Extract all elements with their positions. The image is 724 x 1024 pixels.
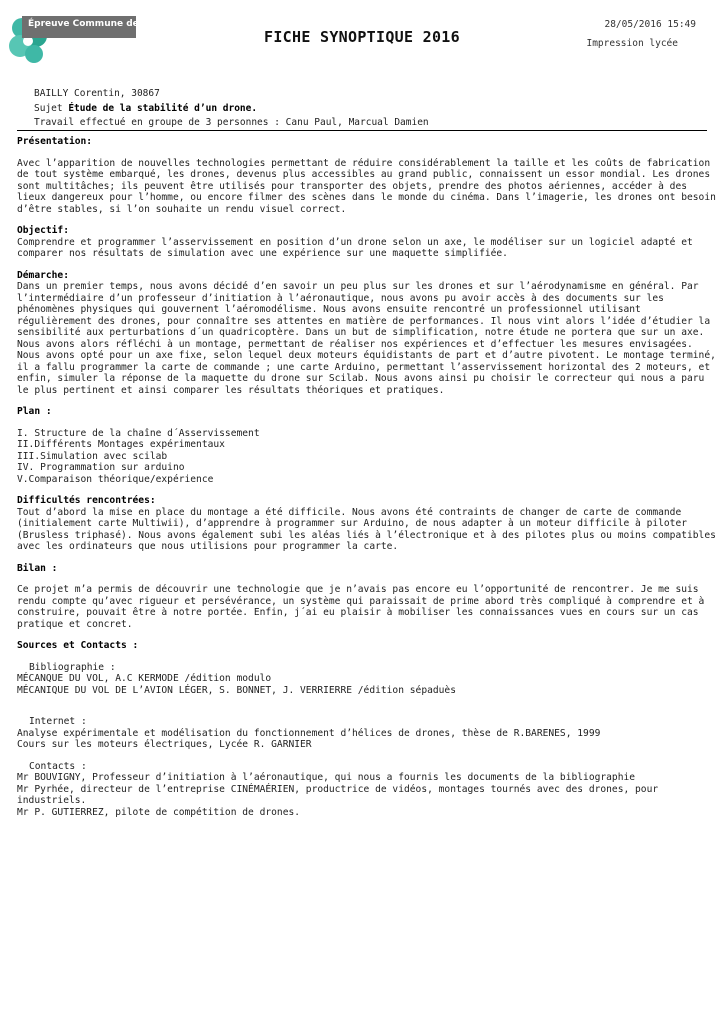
print-datetime: 28/05/2016 15:49 bbox=[604, 19, 696, 30]
bilan-heading: Bilan : bbox=[17, 562, 58, 574]
demarche-text: Dans un premier temps, nous avons décidé d’en savoir un peu plus sur les drones et sur l’aérodynamisme en général. Par l’intermédiaire d’un professeur d’initiation à l’aéronautique, nous avons pu avoir accès à des documents sur les phénomènes physiques qui gouvernent l’aéromodélisme. Nous avons ensuite rencontré un professionnel utilisant régulièrement des drones, pour connaître ses attentes en matière de performances. Il nous vint alors l’idée d’étudier la sensibilité aux perturbations d´un quadricoptère. Dans un but de simplification, notre étude ne portera que sur un axe. Nous avons alors réfléchi à un montage, permettant de réaliser nos expériences et d’effectuer les mesures envisagées. Nous avons opté pour un axe fixe, selon lequel deux moteurs équidistants de part et d’autre pivotent. Le montage terminé, il a fallu programmer la carte de commande ; une carte Arduino, permettant l’asservissement horizontal des 2 moteurs, et enfin, simuler la réponse de la maquette du drone sur Scilab. Nous avons ainsi pu choisir le correcteur qui nous a paru le plus pertinent et ainsi comparer les résultats théoriques et pratiques. bbox=[17, 281, 716, 396]
demarche-heading: Démarche: bbox=[17, 269, 69, 281]
plan-item: V.Comparaison théorique/expérience bbox=[17, 473, 214, 485]
biblio-entry: MÉCANQUE DU VOL, A.C KERMODE /édition modulo bbox=[17, 673, 272, 684]
presentation-text: Avec l’apparition de nouvelles technologies permettant de réduire considérablement la taille et les coûts de fabrication de tout système embarqué, les drones, devenus plus accessibles au grand public, connaissent un essor mondial. Les drones sont multitâches; ils peuvent être utilisés pour transporter des objets, prendre des photos aériennes, accéder à des lieux dangereux pour l’homme, ou encore filmer des scènes dans le monde du cinéma. Dans l’imagerie, les drones ont besoin d’être stables, si l’on souhaite un rendu visuel correct. bbox=[17, 157, 716, 215]
synopsis-content bbox=[17, 136, 717, 818]
biblio-entry: MÉCANIQUE DU VOL DE L’AVION LÉGER, S. BONNET, J. VERRIERRE /édition sépaduès bbox=[17, 684, 456, 696]
presentation-heading: Présentation: bbox=[17, 136, 93, 147]
bilan-text: Ce projet m’a permis de découvrir une technologie que je n’avais pas encore eu l’opportunité de rencontrer. Je me suis rendu compte qu’avec rigueur et persévérance, un système qui paraissait de prime abord très compliqué à comprendre et à construire, pouvait être à notre portée. Enfin, j´ai eu plaisir à mobiliser les connaissances vues en cours sur un cas pratique et concret. bbox=[17, 584, 705, 630]
objectif-text: Comprendre et programmer l’asservissement en position d’un drone selon un axe, le modéliser sur un logiciel adapté et comparer nos résultats de simulation avec une expérience sur une maquette simplifiée. bbox=[17, 236, 693, 259]
print-mode: Impression lycée bbox=[586, 38, 678, 49]
plan-heading: Plan : bbox=[17, 406, 52, 417]
page-title: FICHE SYNOPTIQUE 2016 bbox=[264, 28, 460, 46]
plan-item: III.Simulation avec scilab bbox=[17, 450, 168, 462]
subject-line bbox=[34, 102, 429, 117]
difficultes-text: Tout d’abord la mise en place du montage a été difficile. Nous avons été contraints de changer de carte de commande (initialement carte Multiwii), d’apprendre à programmer sur Arduino, de nous adapter à un moteur difficile à piloter (Brusless triphasé). Nous avons également subi les aléas liés à l’électronique et à des pilotes plus ou moins compatibles avec les ordinateurs que nous utilisions pour programmer la carte. bbox=[17, 506, 716, 552]
contact-entry: Mr BOUVIGNY, Professeur d’initiation à l’aéronautique, qui nous a fournis les documents de la bibliographie bbox=[17, 772, 636, 783]
contacts-label: Contacts : bbox=[29, 760, 87, 772]
internet-entry: Analyse expérimentale et modélisation du fonctionnement d’hélices de drones, thèse de R.BARENES, 1999 bbox=[17, 727, 601, 739]
header-divider bbox=[17, 130, 707, 131]
difficultes-heading: Difficultés rencontrées: bbox=[17, 495, 156, 506]
biblio-label: Bibliographie : bbox=[29, 661, 116, 673]
plan-item: II.Différents Montages expérimentaux bbox=[17, 439, 225, 450]
contact-entry: Mr P. GUTIERREZ, pilote de compétition de drones. bbox=[17, 806, 301, 818]
sources-heading: Sources et Contacts : bbox=[17, 640, 139, 651]
objectif-heading: Objectif: bbox=[17, 225, 69, 236]
plan-item: I. Structure de la chaîne d´Asservissement bbox=[17, 427, 260, 439]
subject-prefix: Sujet bbox=[34, 102, 69, 114]
plan-list bbox=[17, 428, 717, 486]
subject-title: Étude de la stabilité d’un drone. bbox=[68, 102, 258, 114]
student-info bbox=[34, 87, 429, 131]
contact-entry: Mr Pyrhée, directeur de l’entreprise CINÉMAÉRIEN, productrice de vidéos, montages tournés avec des drones, pour industriels. bbox=[17, 783, 659, 806]
group-line: Travail effectué en groupe de 3 personnes : Canu Paul, Marcual Damien bbox=[34, 117, 429, 128]
plan-item: IV. Programmation sur arduino bbox=[17, 462, 185, 473]
student-name-id: BAILLY Corentin, 30867 bbox=[34, 88, 160, 99]
logo-text: Épreuve Commune de TIPE bbox=[28, 19, 165, 29]
internet-label: Internet : bbox=[29, 716, 87, 727]
internet-entry: Cours sur les moteurs électriques, Lycée R. GARNIER bbox=[17, 739, 312, 750]
